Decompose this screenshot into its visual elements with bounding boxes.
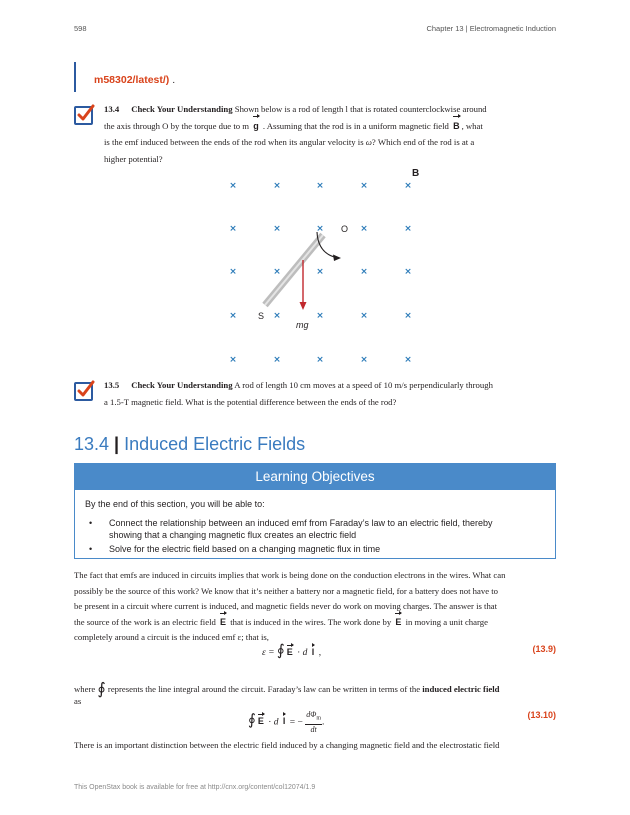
end-label-s: S	[258, 311, 265, 321]
footer-notice: This OpenStax book is available for free at http://cnx.org/content/col12074/1.9	[74, 784, 316, 791]
mg-label: mg	[296, 320, 309, 330]
field-x-mark: ×	[273, 267, 281, 277]
b-field-label: B	[412, 168, 420, 179]
field-x-mark: ×	[404, 355, 412, 365]
learning-objectives-list	[89, 517, 509, 557]
equation-number-13-9: (13.9)	[532, 644, 556, 654]
learning-objectives-intro: By the end of this section, you will be able to:	[85, 499, 265, 509]
link-continuation: m58302/latest/) .	[94, 74, 176, 86]
check-understanding-13-4: 13.4 Check Your Understanding Shown below is a rod of length l that is rotated counterclockwise around the axis through O by the torque due to m g . Assuming that the rod is in a uniform magnetic field B , what is the emf induced between the ends of the rod when its angular velocity is ω? Which end of the rod is at a higher potential?	[104, 104, 487, 164]
body-last-line: There is an important distinction between the electric field induced by a changing magnetic field and the electrostatic field	[74, 740, 500, 750]
field-x-mark: ×	[273, 224, 281, 234]
link-accent-bar	[74, 62, 76, 92]
check-understanding-icon	[74, 380, 95, 401]
field-x-mark: ×	[404, 267, 412, 277]
learning-objectives-heading: Learning Objectives	[75, 464, 555, 490]
field-x-mark: ×	[273, 311, 281, 321]
field-x-mark: ×	[316, 181, 324, 191]
field-x-mark: ×	[360, 267, 368, 277]
field-x-mark: ×	[229, 181, 237, 191]
field-x-mark: ×	[404, 311, 412, 321]
check-understanding-13-5: 13.5 Check Your Understanding A rod of length 10 cm moves at a speed of 10 m/s perpendicularly through a 1.5-T magnetic field. What is the potential difference between the ends of the rod?	[104, 380, 493, 407]
field-x-mark: ×	[229, 267, 237, 277]
contour-integral-symbol: ∮	[97, 681, 106, 698]
field-x-mark: ×	[229, 355, 237, 365]
field-x-mark: ×	[273, 355, 281, 365]
field-x-mark: ×	[404, 181, 412, 191]
field-x-mark: ×	[360, 181, 368, 191]
equation-13-9: ε = ∮ E · d l ,	[262, 643, 322, 659]
learning-objectives-box	[74, 463, 556, 559]
rod-in-magnetic-field-figure	[205, 168, 445, 373]
magnetic-field-x-marks	[229, 181, 412, 365]
link-url-tail[interactable]: m58302/latest/)	[94, 74, 170, 86]
list-item: • Connect the relationship between an induced emf from Faraday’s law to an electric field, thereby showing that a changing magnetic flux creates an electric field	[89, 517, 509, 541]
check-understanding-icon	[74, 104, 95, 125]
body-as: as	[74, 696, 82, 706]
page-number: 598	[74, 24, 87, 33]
field-x-mark: ×	[229, 311, 237, 321]
field-x-mark: ×	[316, 224, 324, 234]
section-title: 13.4 | Induced Electric Fields	[74, 434, 306, 454]
equation-number-13-10: (13.10)	[527, 710, 556, 720]
field-x-mark: ×	[316, 267, 324, 277]
field-x-mark: ×	[229, 224, 237, 234]
body-paragraph-1: The fact that emfs are induced in circuits implies that work is being done on the conduction electrons in the wires. What can possibly be the source of this work? We know that it’s neither a battery nor a magnetic field, for a battery does not have to be present in a circuit where current is induced, and magnetic fields never do work on moving charges. The answer is that the source of the work is an electric field E that is induced in the wires. The work done by E in moving a unit charge completely around a circuit is the induced emf ε; that is,	[74, 570, 506, 643]
chapter-header: Chapter 13 | Electromagnetic Induction	[426, 24, 556, 33]
body-where-line: where ∮ represents the line integral around the circuit. Faraday’s law can be written in terms of the induced electric field	[74, 681, 500, 698]
field-x-mark: ×	[360, 311, 368, 321]
field-x-mark: ×	[360, 355, 368, 365]
field-x-mark: ×	[404, 224, 412, 234]
field-x-mark: ×	[316, 355, 324, 365]
list-item: • Solve for the electric field based on a changing magnetic flux in time	[89, 543, 509, 555]
field-x-mark: ×	[273, 181, 281, 191]
pivot-label-o: O	[341, 224, 349, 234]
field-x-mark: ×	[360, 224, 368, 234]
equation-13-10: ∮ E · d l = − $d\Phi_m$ dt .	[248, 710, 325, 734]
field-x-mark: ×	[316, 311, 324, 321]
